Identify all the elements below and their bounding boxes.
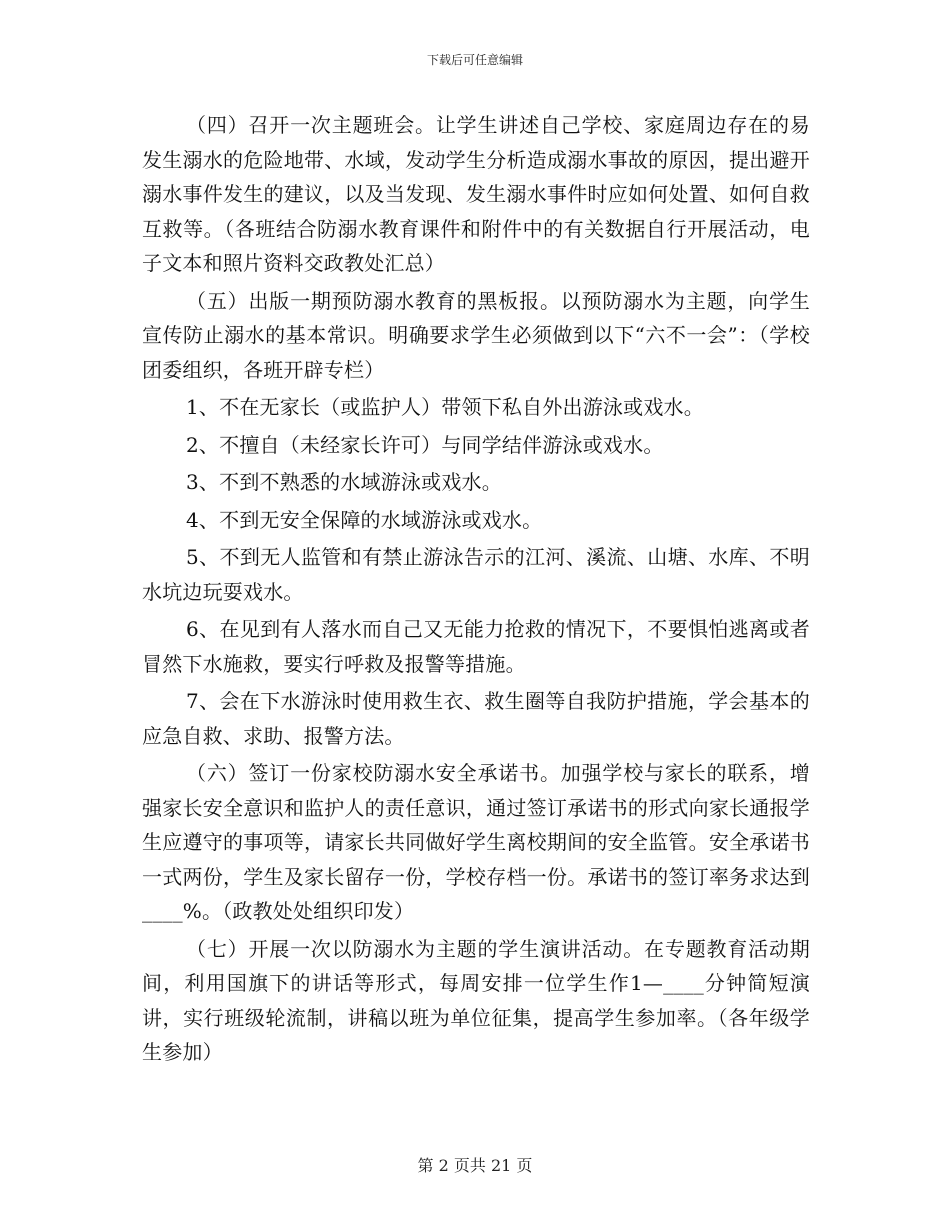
paragraph-class-meeting: （四）召开一次主题班会。让学生讲述自己学校、家庭周边存在的易发生溺水的危险地带、水域，发动学生分析造成溺水事故的原因，提出避开溺水事件发生的建议，以及当发现、发生溺水事件时应如何处置、如何自救互救等。（各班结合防溺水教育课件和附件中的有关数据自行开展活动，电子文本和照片资料交政教处汇总） (142, 113, 810, 275)
page-header: 下载后可任意编辑 (426, 53, 523, 67)
list-item-rule-2: 2、不擅自（未经家长许可）与同学结伴游泳或戏水。 (186, 432, 664, 457)
page-number: 第 2 页共 21 页 (417, 1156, 533, 1175)
list-item-rule-3: 3、不到不熟悉的水域游泳或戏水。 (186, 470, 502, 494)
paragraph-speech-activity: （七）开展一次以防溺水为主题的学生演讲活动。在专题教育活动期间，利用国旗下的讲话等形式，每周安排一位学生作1—____分钟简短演讲，实行班级轮流制，讲稿以班为单位征集，提高学生参加率。（各年级学生参加） (142, 936, 810, 1064)
paragraph-blackboard: （五）出版一期预防溺水教育的黑板报。以预防溺水为主题，向学生宣传防止溺水的基本常识。明确要求学生必须做到以下“六不一会”：（学校团委组织，各班开辟专栏） (142, 288, 810, 382)
list-item-rule-1: 1、不在无家长（或监护人）带领下私自外出游泳或戏水。 (186, 395, 704, 419)
list-item-rule-7: 7、会在下水游泳时使用救生衣、救生圈等自我防护措施，学会基本的应急自救、求助、报警方法。 (142, 689, 810, 748)
list-item-rule-5: 5、不到无人监管和有禁止游泳告示的江河、溪流、山塘、水库、不明水坑边玩耍戏水。 (142, 545, 810, 604)
list-item-rule-4: 4、不到无安全保障的水域游泳或戏水。 (186, 507, 543, 532)
paragraph-safety-pledge: （六）签订一份家校防溺水安全承诺书。加强学校与家长的联系，增强家长安全意识和监护人的责任意识，通过签订承诺书的形式向家长通报学生应遵守的事项等，请家长共同做好学生离校期间的安全监管。安全承诺书一式两份，学生及家长留存一份，学校存档一份。承诺书的签订率务求达到____%。（政教处处组织印发） (142, 761, 810, 923)
list-item-rule-6: 6、在见到有人落水而自己又无能力抢救的情况下，不要惧怕逃离或者冒然下水施救，要实行呼救及报警等措施。 (142, 617, 810, 676)
document-body (142, 108, 810, 1073)
